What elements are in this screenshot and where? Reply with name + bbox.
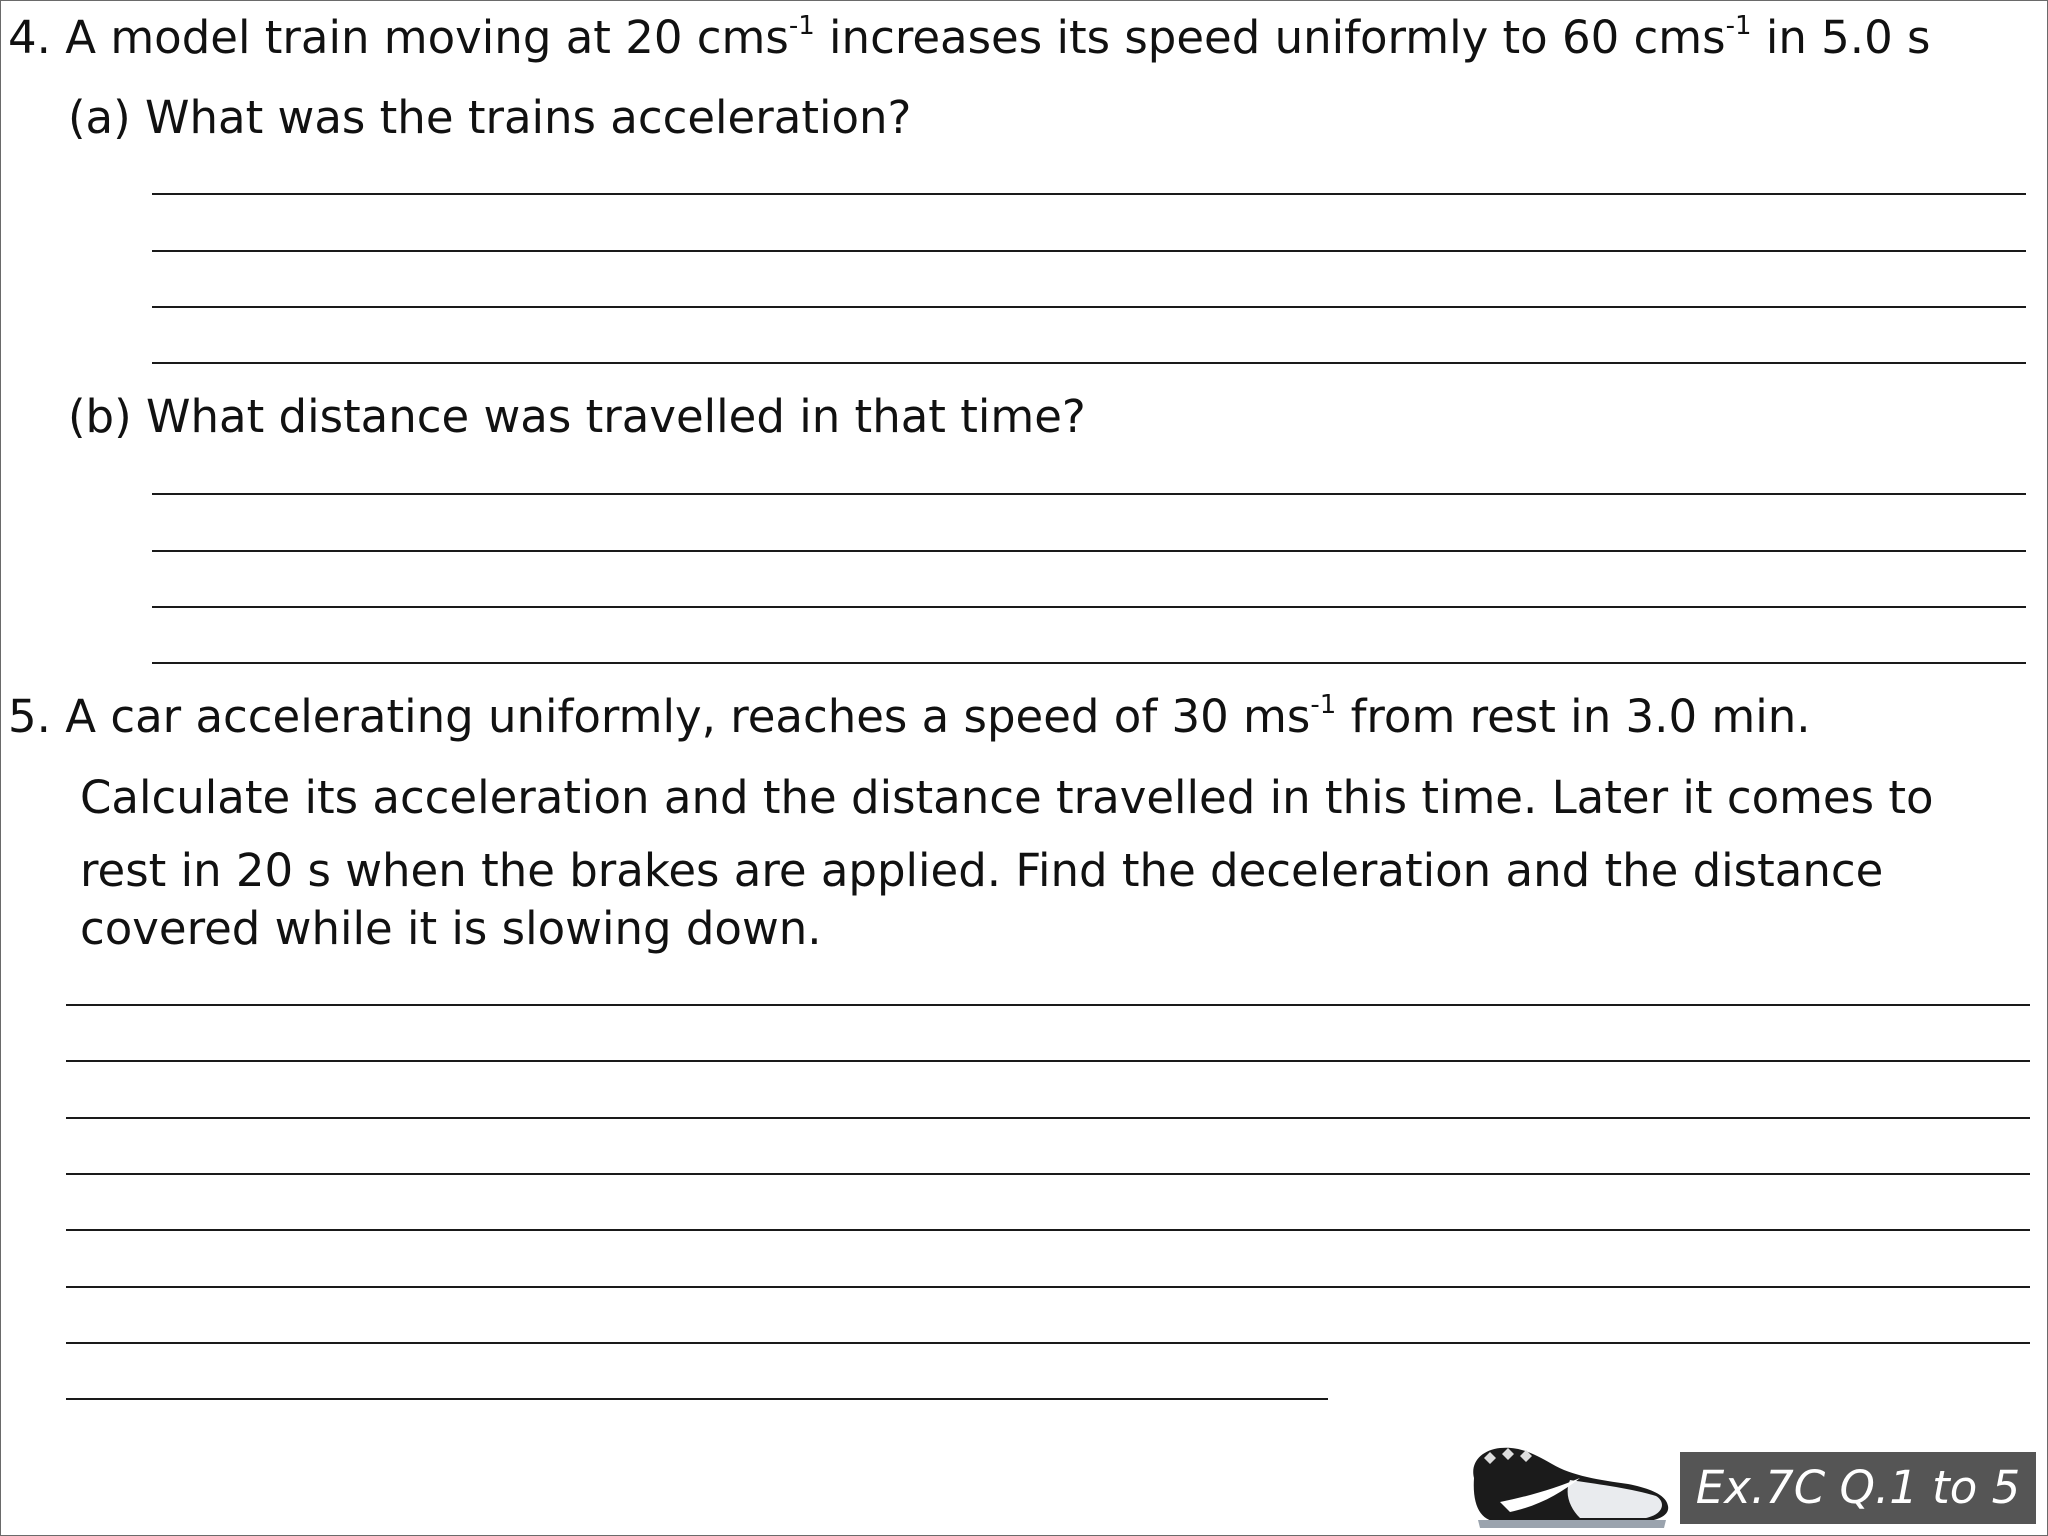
answer-line[interactable] (66, 1173, 2030, 1175)
answer-line[interactable] (152, 662, 2026, 664)
answer-line[interactable] (66, 1229, 2030, 1231)
question-4a-text: (a) What was the trains acceleration? (68, 91, 912, 144)
sports-shoe-icon (1460, 1432, 1680, 1532)
question-5-line-3: covered while it is slowing down. (80, 902, 822, 955)
question-5-line-1: Calculate its acceleration and the distance travelled in this time. Later it comes to (80, 771, 1934, 824)
answer-line[interactable] (152, 306, 2026, 308)
question-5-line-2: rest in 20 s when the brakes are applied. Find the deceleration and the distance (80, 844, 1884, 897)
question-4b-text: (b) What distance was travelled in that time? (68, 390, 1086, 443)
question-5-text: 5. A car accelerating uniformly, reaches a speed of 30 $ms^{-1}$ from rest in 3.0 min. (8, 690, 1811, 743)
answer-line[interactable] (66, 1286, 2030, 1288)
answer-line[interactable] (152, 550, 2026, 552)
question-4-text: 4. A model train moving at 20 cms$^{-1}$ increases its speed uniformly to 60 cms$^{-1}$ in 5.0 s (8, 11, 1931, 64)
answer-line[interactable] (66, 1117, 2030, 1119)
answer-line[interactable] (152, 193, 2026, 195)
answer-line[interactable] (152, 606, 2026, 608)
answer-line[interactable] (152, 362, 2026, 364)
answer-line[interactable] (152, 250, 2026, 252)
answer-line[interactable] (66, 1342, 2030, 1344)
answer-line[interactable] (152, 493, 2026, 495)
exercise-reference-badge: Ex.7C Q.1 to 5 (1680, 1452, 2036, 1524)
answer-line[interactable] (66, 1004, 2030, 1006)
answer-line[interactable] (66, 1060, 2030, 1062)
answer-line[interactable] (66, 1398, 1328, 1400)
